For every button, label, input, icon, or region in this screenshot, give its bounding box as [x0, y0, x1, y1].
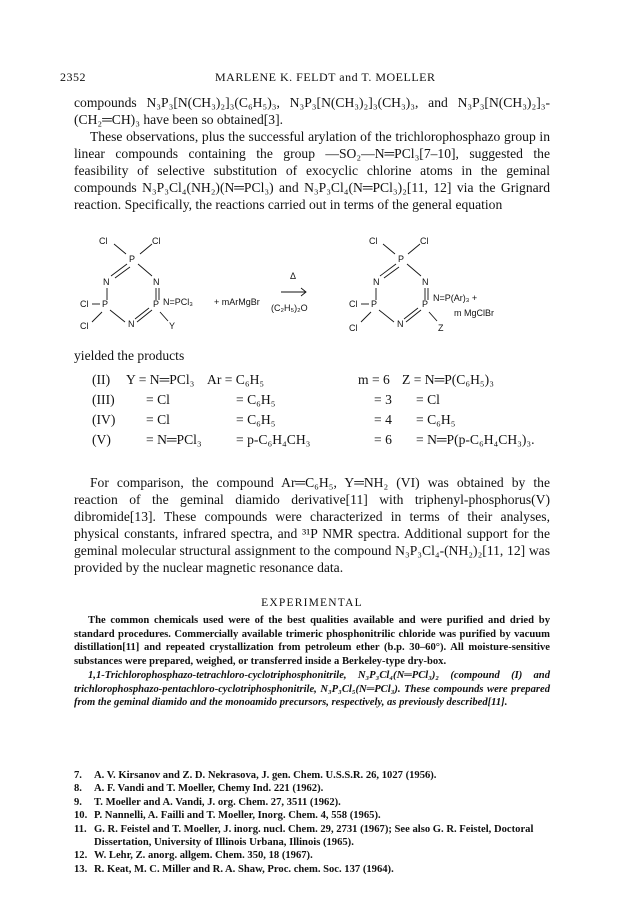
left-cl-middle: Cl [80, 299, 89, 309]
product-row [74, 432, 554, 452]
reference-text: W. Lehr, Z. anorg. allgem. Chem. 350, 18 (1967). [94, 850, 313, 862]
experimental-paragraph-1: The common chemicals used were of the best qualities available and were purified and dried by standard procedures. Commercially available trimeric phosphonitrilic chloride was purified by vacuum distillation[11] and repeated crystallization from petroleum ether (b.p. 30–60°). All moisture-sensitive substances were prepared, weighed, or transferred inside a Berkeley-type dry-box. [74, 615, 550, 667]
right-n-left: N [373, 277, 380, 287]
product-row [74, 372, 554, 392]
product-z: = N═P(p-C₆H₄CH₃)₃. [416, 432, 535, 447]
paragraph-compounds: compounds N₃P₃[N(CH₃)₂]₃(C₆H₅)₃, N₃P₃[N(CH₃)₂]₃(CH₃)₃, and N₃P₃[N(CH₃)₂]₃-(CH₂═CH)₃ have been so obtained[3]. [74, 95, 550, 127]
reference-number: 12. [74, 850, 88, 862]
left-p-right: P [153, 299, 160, 309]
product-ar: = C₆H₅ [236, 412, 276, 427]
product-id: (IV) [92, 412, 116, 427]
page-number: 2352 [60, 70, 86, 84]
reference-number: 7. [74, 770, 82, 781]
product-id: (V) [92, 432, 111, 447]
left-n-bottom: N [128, 319, 135, 329]
left-y: Y [169, 321, 176, 331]
arrow-heat: Δ [290, 271, 297, 281]
right-cl-top-left: Cl [369, 236, 378, 246]
product-z: = C₆H₅ [416, 412, 456, 427]
product-y: = Cl [146, 412, 170, 427]
reference-item [74, 769, 550, 782]
running-title: MARLENE K. FELDT and T. MOELLER [215, 70, 436, 84]
right-substituent: N=P(Ar)₃ + [433, 293, 478, 303]
product-m: = 6 [374, 432, 392, 447]
product-id: (III) [92, 392, 115, 407]
product-ar: = C₆H₅ [236, 392, 276, 407]
left-p-top: P [129, 254, 136, 264]
right-cl-middle: Cl [349, 299, 358, 309]
reference-item [74, 782, 550, 795]
product-id: (II) [92, 372, 111, 387]
product-row [74, 412, 554, 432]
right-p-right: P [422, 299, 429, 309]
left-cl-top-left: Cl [99, 236, 108, 246]
reference-item [74, 863, 550, 876]
product-z: = Cl [416, 392, 440, 407]
paragraph-comparison: For comparison, the compound Ar═C₆H₅, Y═NH₂ (VI) was obtained by the reaction of the geminal diamido derivative[11] with triphenyl-phosphorus(V) dibromide[13]. These compounds were characterized in terms of their analyses, physical constants, infrared spectra, and ³¹P NMR spectra. Additional support for the geminal molecular structural assignment to the compound N₃P₃Cl₄-(NH₂)₂[11, 12] was provided by the nuclear magnetic resonance data. [74, 475, 550, 575]
arrow-solvent: (C₂H₅)₂O [271, 303, 308, 313]
right-p-left: P [371, 299, 378, 309]
reference-list [74, 769, 550, 876]
yielded-text: yielded the products [74, 348, 185, 363]
product-y: Y = N═PCl₃ [126, 372, 195, 387]
product-m: = 4 [374, 412, 392, 427]
reference-text: T. Moeller and A. Vandi, J. org. Chem. 27, 3511 (1962). [94, 796, 341, 808]
reference-item [74, 849, 550, 862]
products-table [74, 372, 554, 452]
reference-number: 9. [74, 796, 82, 808]
product-row [74, 392, 554, 412]
left-substituent: N=PCl₃ [163, 297, 193, 307]
reference-item [74, 823, 550, 850]
reference-item [74, 796, 550, 809]
product-m: = 3 [374, 392, 392, 407]
paragraph-observations: These observations, plus the successful arylation of the trichlorophosphazo group in linear compounds containing the group —SO₂—N═PCl₃[7–10], suggested the feasibility of selective substitution of exocyclic chlorine atoms in the geminal compounds N₃P₃Cl₄(NH₂)(N═PCl₃) and N₃P₃Cl₄(N═PCl₃)₂[11, 12] via the Grignard reaction. Specifically, the reactions carried out in terms of the general equation [74, 129, 550, 212]
right-p-top: P [398, 254, 405, 264]
right-n-right: N [422, 277, 429, 287]
reference-text: A. F. Vandi and T. Moeller, Chemy Ind. 221 (1962). [94, 783, 324, 795]
reference-text: G. R. Feistel and T. Moeller, J. inorg. nucl. Chem. 29, 2731 (1967); See also G. R. Feistel, Doctoral Dissertation, University of Illinois Urbana, Illinois (1965). [94, 823, 534, 849]
reagent-text: + mArMgBr [214, 297, 260, 307]
right-cl-top-right: Cl [420, 236, 429, 246]
right-z: Z [438, 323, 444, 333]
left-cl-bottom: Cl [80, 321, 89, 331]
reference-number: 11. [74, 823, 87, 835]
experimental-paragraph-2: 1,1-Trichlorophosphazo-tetrachloro-cyclotriphosphonitrile, N₃P₃Cl₄(N═PCl₃)₂ (compound (I) and trichlorophosphazo-pentachloro-cyclotriphosphonitrile, N₃P₃Cl₅(N═PCl₃). These compounds were prepared from the geminal diamido and the monoamido precursors, respectively, as previously described[11]. [74, 670, 550, 709]
reference-item [74, 809, 550, 822]
right-n-bottom: N [397, 319, 404, 329]
reaction-scheme [70, 232, 550, 342]
section-title-experimental: EXPERIMENTAL [261, 597, 363, 609]
reference-number: 10. [74, 810, 88, 822]
reference-text: R. Keat, M. C. Miller and R. A. Shaw, Proc. chem. Soc. 137 (1964). [94, 863, 394, 875]
product-ar: = p-C₆H₄CH₃ [236, 432, 311, 447]
left-n-right: N [153, 277, 160, 287]
right-cl-bottom: Cl [349, 323, 358, 333]
left-p-left: P [102, 299, 109, 309]
product-y: = Cl [146, 392, 170, 407]
reference-number: 8. [74, 783, 82, 795]
product-m: m = 6 [358, 372, 390, 387]
reference-text: P. Nannelli, A. Failli and T. Moeller, Inorg. Chem. 4, 558 (1965). [94, 810, 381, 822]
page-header [60, 70, 565, 88]
left-n-left: N [103, 277, 110, 287]
reference-text: A. V. Kirsanov and Z. D. Nekrasova, J. gen. Chem. U.S.S.R. 26, 1027 (1956). [94, 770, 437, 781]
product-ar: Ar = C₆H₅ [207, 372, 265, 387]
left-cl-top-right: Cl [152, 236, 161, 246]
product-z: Z = N═P(C₆H₅)₃ [402, 372, 494, 387]
reference-number: 13. [74, 863, 88, 875]
byproduct-text: m MgClBr [454, 308, 494, 318]
product-y: = N═PCl₃ [146, 432, 202, 447]
